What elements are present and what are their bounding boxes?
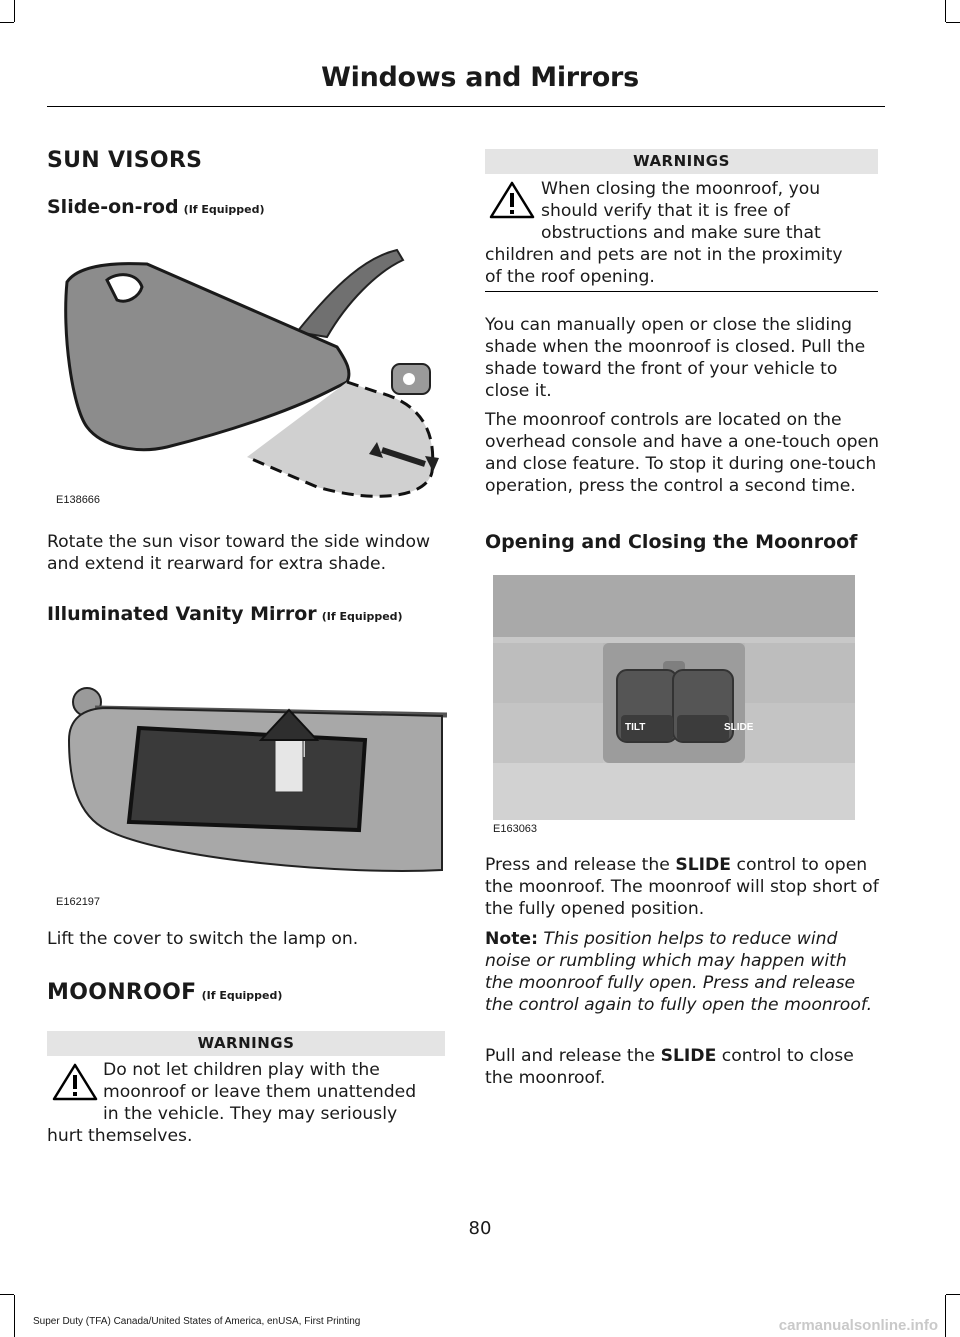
crop-mark xyxy=(946,22,960,23)
control-name: SLIDE xyxy=(675,855,732,875)
heading-moonroof xyxy=(47,980,447,1005)
text-run: control to open the moonroof. The moonroof will stop short of the fully opened position. xyxy=(485,855,879,919)
warning-text-line: hurt themselves. xyxy=(47,1126,193,1146)
warning-text-line: in the vehicle. They may seriously xyxy=(103,1104,398,1124)
heading-text: Slide-on-rod xyxy=(47,196,179,218)
warning-text-line: of the roof opening. xyxy=(485,267,655,287)
heading-slide-on-rod xyxy=(47,196,447,218)
footer-text: Super Duty (TFA) Canada/United States of America, enUSA, First Printing xyxy=(33,1316,361,1327)
paragraph-manual-shade: You can manually open or close the sliding shade when the moonroof is closed. Pull the shade toward the front of your vehicle to close it. xyxy=(485,315,866,401)
warning-text-line: Do not let children play with the xyxy=(103,1060,380,1080)
note-label: Note: xyxy=(485,929,538,949)
text-run: Press and release the xyxy=(485,855,676,875)
paragraph-pull-slide xyxy=(485,1045,880,1089)
crop-mark xyxy=(945,0,946,22)
warning-text-line: should verify that it is free of xyxy=(541,201,790,221)
paragraph-press-slide xyxy=(485,854,880,920)
heading-vanity-mirror xyxy=(47,603,447,625)
slide-button-label: SLIDE xyxy=(724,722,754,733)
crop-mark xyxy=(14,0,15,22)
paragraph-controls-location: The moonroof controls are located on the overhead console and have a one-touch open and close feature. To stop it during one-touch operation, press the control a second time. xyxy=(485,410,880,496)
crop-mark xyxy=(946,1294,960,1295)
heading-opening-closing: Opening and Closing the Moonroof xyxy=(485,531,858,553)
figure-code: E163063 xyxy=(493,823,538,835)
paragraph-rotate-visor: Rotate the sun visor toward the side window and extend it rearward for extra shade. xyxy=(47,532,431,574)
sun-visor-slide-illustration xyxy=(47,242,447,512)
header-rule xyxy=(47,106,885,107)
warning-text-line: When closing the moonroof, you xyxy=(541,179,821,199)
figure-code: E138666 xyxy=(56,494,101,506)
if-equipped-label: (If Equipped) xyxy=(321,610,403,623)
paragraph-lift-cover: Lift the cover to switch the lamp on. xyxy=(47,929,359,949)
warnings-header: WARNINGS xyxy=(485,149,878,174)
warning-text-line: children and pets are not in the proximity xyxy=(485,245,843,265)
watermark: carmanualsonline.info xyxy=(778,1317,938,1334)
warnings-rule xyxy=(485,291,878,292)
warnings-header: WARNINGS xyxy=(47,1031,445,1056)
heading-text: Illuminated Vanity Mirror xyxy=(47,603,317,625)
heading-text: MOONROOF xyxy=(47,980,197,1005)
figure-code: E162197 xyxy=(56,896,101,908)
warning-triangle-icon xyxy=(52,1062,98,1102)
page-header-title: Windows and Mirrors xyxy=(321,62,639,93)
crop-mark xyxy=(0,22,14,23)
tilt-button-label: TILT xyxy=(625,722,646,733)
crop-mark xyxy=(945,1295,946,1337)
warning-text-line: moonroof or leave them unattended xyxy=(103,1082,417,1102)
text-run: Pull and release the xyxy=(485,1046,661,1066)
crop-mark xyxy=(0,1294,14,1295)
note-text: This position helps to reduce wind noise or rumbling which may happen with the moonroof fully open. Press and release the control again to fully open the moonroof. xyxy=(485,929,873,1015)
moonroof-console-illustration xyxy=(493,575,855,820)
heading-sun-visors: SUN VISORS xyxy=(47,148,203,173)
warning-text-line: obstructions and make sure that xyxy=(541,223,821,243)
if-equipped-label: (If Equipped) xyxy=(201,989,283,1002)
text-run: control to close the moonroof. xyxy=(485,1046,854,1088)
warning-triangle-icon xyxy=(489,180,535,220)
page-number: 80 xyxy=(468,1218,492,1239)
crop-mark xyxy=(14,1295,15,1337)
paragraph-note xyxy=(485,928,880,1016)
if-equipped-label: (If Equipped) xyxy=(183,203,265,216)
control-name: SLIDE xyxy=(660,1046,717,1066)
vanity-mirror-illustration xyxy=(47,680,447,880)
